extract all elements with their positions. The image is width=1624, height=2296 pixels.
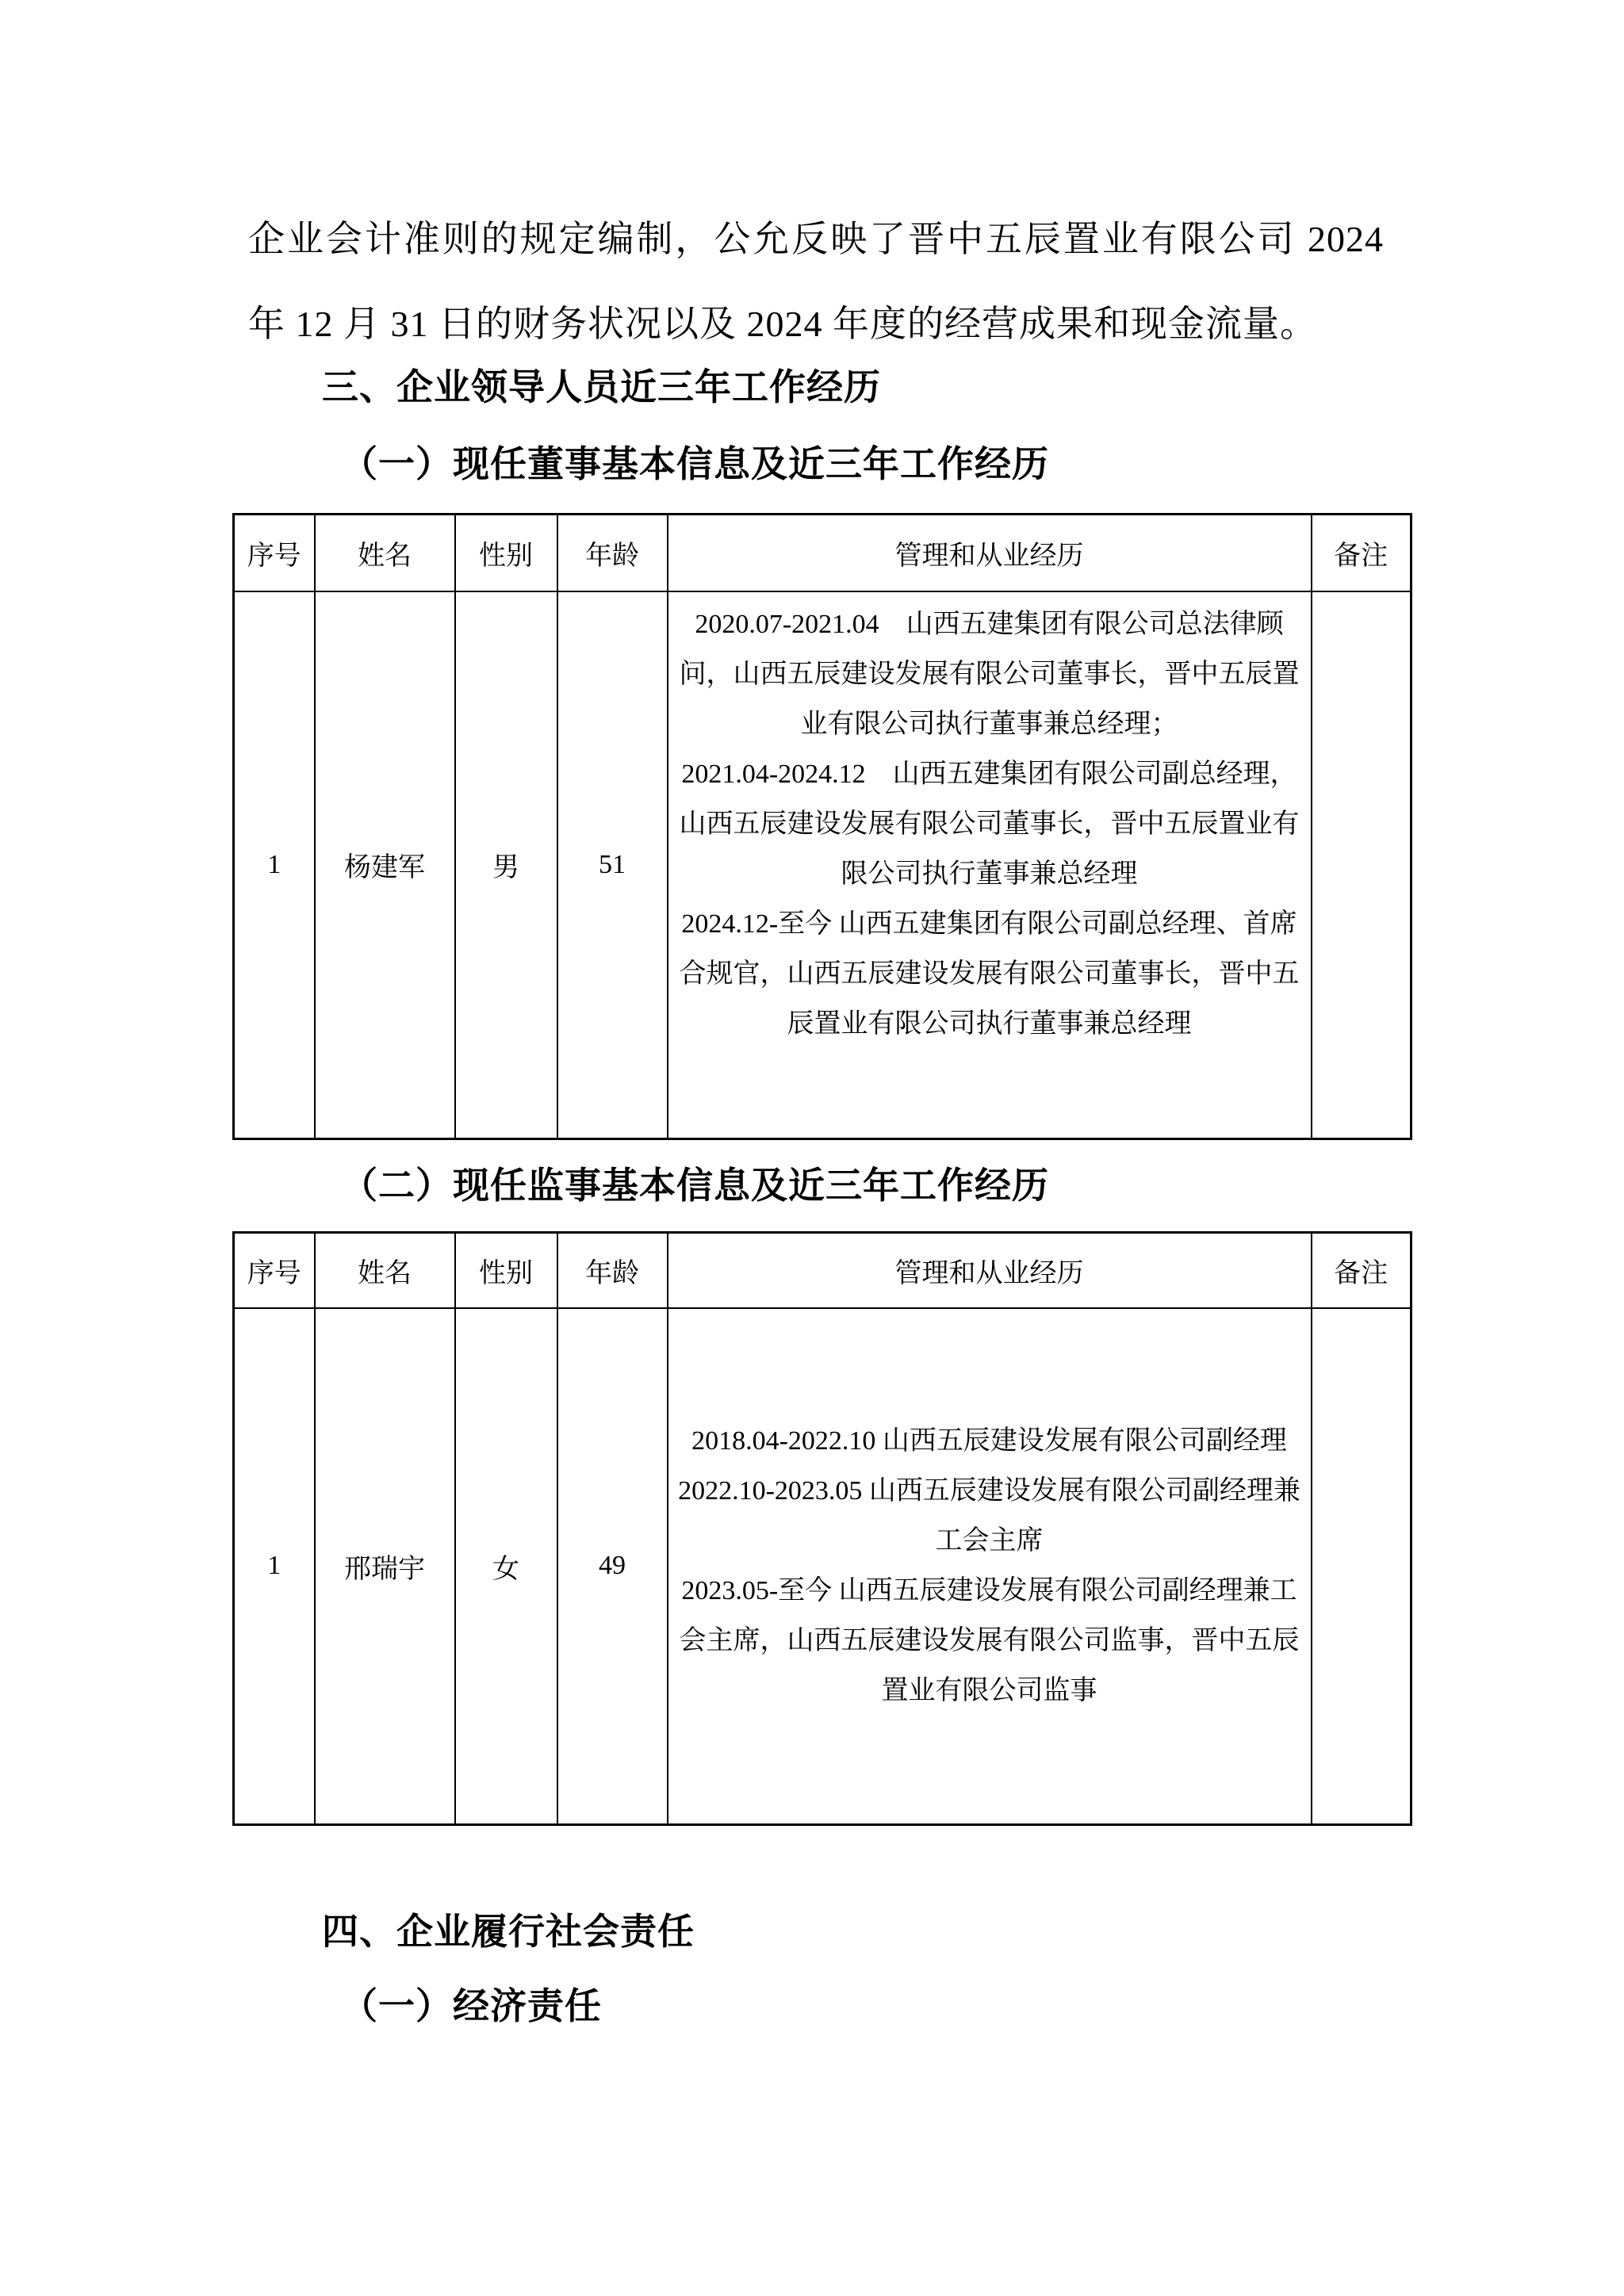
col-header-experience: 管理和从业经历: [668, 515, 1312, 591]
cell-no: 1: [234, 591, 315, 1139]
experience-entry: 2018.04-2022.10 山西五辰建设发展有限公司副经理: [691, 1426, 1287, 1456]
cell-experience: [668, 591, 1312, 1139]
col-header-age: 年龄: [557, 1233, 668, 1308]
col-header-name: 姓名: [315, 1233, 455, 1308]
directors-table: [232, 513, 1412, 1140]
table-row: [234, 591, 1411, 1139]
col-header-age: 年龄: [557, 515, 668, 591]
col-header-remark: 备注: [1312, 1233, 1411, 1308]
cell-age: 51: [557, 591, 668, 1139]
subheading-economic-responsibility: （一）经济责任: [341, 1986, 602, 2026]
section-heading-leaders: 三、企业领导人员近三年工作经历: [322, 367, 881, 408]
col-header-gender: 性别: [455, 515, 557, 591]
experience-entry: 2023.05-至今 山西五辰建设发展有限公司副经理兼工会主席，山西五辰建设发展有限公司监事，晋中五辰置业有限公司监事: [679, 1576, 1300, 1706]
col-header-experience: 管理和从业经历: [668, 1233, 1312, 1308]
directors-header-row: [234, 515, 1411, 591]
col-header-remark: 备注: [1312, 515, 1411, 591]
experience-entry: 2021.04-2024.12 山西五建集团有限公司副总经理，山西五辰建设发展有限公司董事长，晋中五辰置业有限公司执行董事兼总经理: [679, 759, 1300, 889]
cell-experience: [668, 1308, 1312, 1825]
intro-paragraph: [248, 197, 1384, 366]
table-row: [234, 1308, 1411, 1825]
cell-no: 1: [234, 1308, 315, 1825]
intro-line-2: 年 12 月 31 日的财务状况以及 2024 年度的经营成果和现金流量。: [248, 304, 1317, 344]
col-header-no: 序号: [234, 515, 315, 591]
col-header-name: 姓名: [315, 515, 455, 591]
subheading-supervisors: （二）现任监事基本信息及近三年工作经历: [341, 1165, 1049, 1206]
cell-gender: 女: [455, 1308, 557, 1825]
cell-remark: [1312, 1308, 1411, 1825]
experience-entry: 2020.07-2021.04 山西五建集团有限公司总法律顾问，山西五辰建设发展有限公司董事长，晋中五辰置业有限公司执行董事兼总经理；: [679, 609, 1300, 739]
experience-entry: 2022.10-2023.05 山西五辰建设发展有限公司副经理兼工会主席: [678, 1476, 1300, 1556]
intro-line-1: 企业会计准则的规定编制，公允反映了晋中五辰置业有限公司 2024: [248, 219, 1384, 259]
col-header-gender: 性别: [455, 1233, 557, 1308]
cell-name: 杨建军: [315, 591, 455, 1139]
col-header-no: 序号: [234, 1233, 315, 1308]
experience-entry: 2024.12-至今 山西五建集团有限公司副总经理、首席合规官，山西五辰建设发展有限公司董事长，晋中五辰置业有限公司执行董事兼总经理: [679, 909, 1300, 1039]
section-heading-social-responsibility: 四、企业履行社会责任: [322, 1911, 695, 1952]
cell-gender: 男: [455, 591, 557, 1139]
cell-name: 邢瑞宇: [315, 1308, 455, 1825]
cell-age: 49: [557, 1308, 668, 1825]
cell-remark: [1312, 591, 1411, 1139]
supervisors-header-row: [234, 1233, 1411, 1308]
supervisors-table: [232, 1231, 1412, 1826]
subheading-directors: （一）现任董事基本信息及近三年工作经历: [341, 444, 1049, 484]
